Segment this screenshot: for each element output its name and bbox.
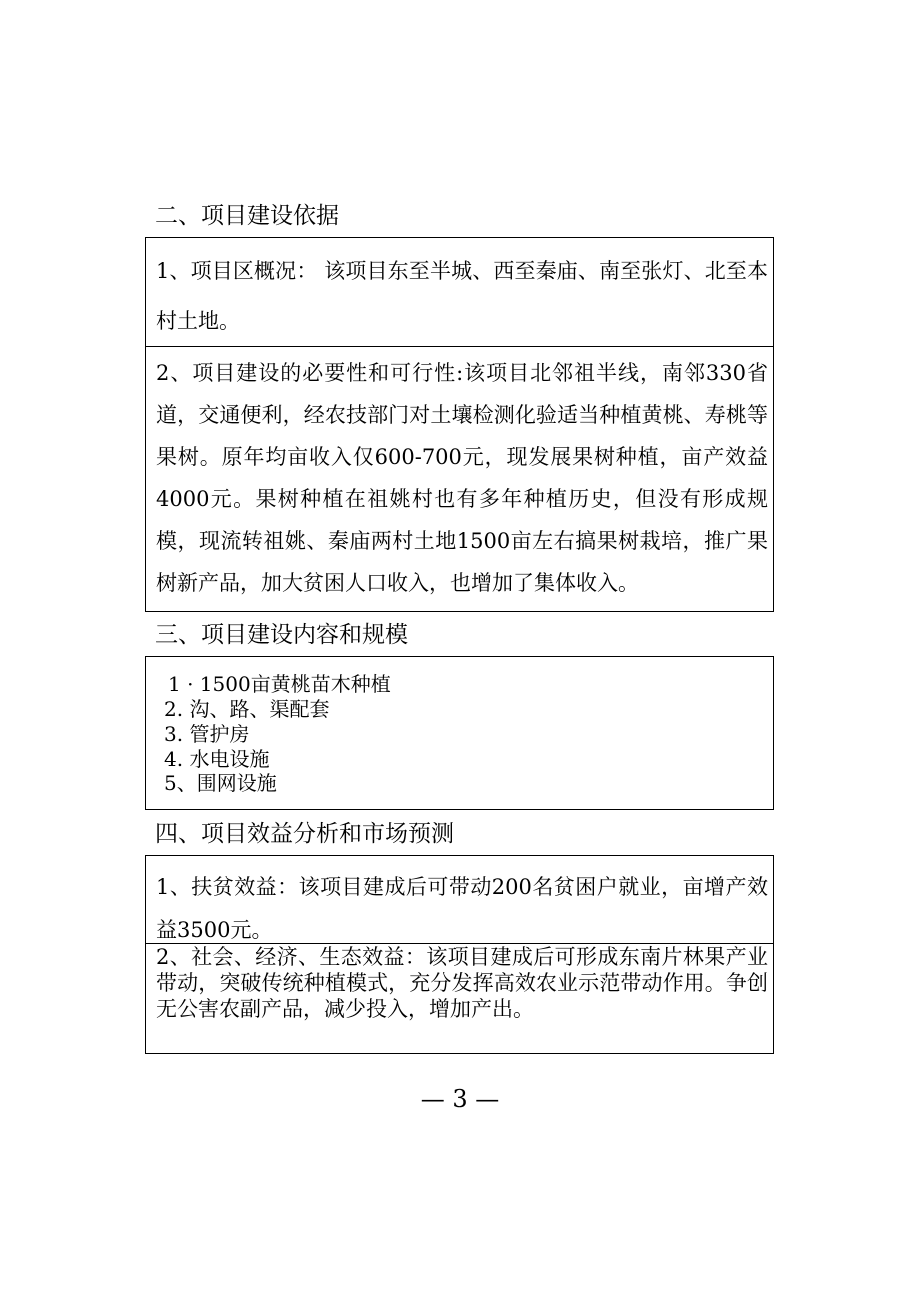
heading-project-basis: 二、项目建设依据 [155,203,339,229]
project-area-overview-text: 1、项目区概况： 该项目东至半城、西至秦庙、南至张灯、北至本村土地。 [156,259,768,333]
heading-benefit-analysis: 四、项目效益分析和市场预测 [155,821,454,847]
necessity-feasibility-box [145,346,774,612]
social-economic-benefit-text: 2、社会、经济、生态效益：该项目建成后可形成东南片林果产业带动，突破传统种植模式，充分发挥高效农业示范带动作用。争创无公害农副产品，减少投入，增加产出。 [156,945,768,1021]
heading-construction-content: 三、项目建设内容和规模 [155,622,408,648]
poverty-benefit-text: 1、扶贫效益：该项目建成后可带动200名贫困户就业，亩增产效益3500元。 [156,875,768,942]
page-number: — 3 — [420,1085,500,1113]
social-economic-benefit-box [145,943,774,1054]
construction-item: 4. 水电设施 [164,747,270,771]
construction-item: 1 · 1500亩黄桃苗木种植 [168,672,391,696]
construction-item: 5、围网设施 [164,771,277,795]
construction-content-box [145,656,774,810]
construction-item: 2. 沟、路、渠配套 [164,697,330,721]
poverty-benefit-box [145,855,774,944]
construction-item: 3. 管护房 [164,722,250,746]
project-area-overview-box [145,237,774,347]
necessity-feasibility-text: 2、项目建设的必要性和可行性:该项目北邻祖半线，南邻330省道，交通便利，经农技部门对土壤检测化验适当种植黄桃、寿桃等果树。原年均亩收入仅600-700元，现发展果树种植，亩产效益4000元。果树种植在祖姚村也有多年种植历史，但没有形成规模，现流转祖姚、秦庙两村土地1500亩左右搞果树栽培，推广果树新产品，加大贫困人口收入，也增加了集体收入。 [156,361,768,595]
